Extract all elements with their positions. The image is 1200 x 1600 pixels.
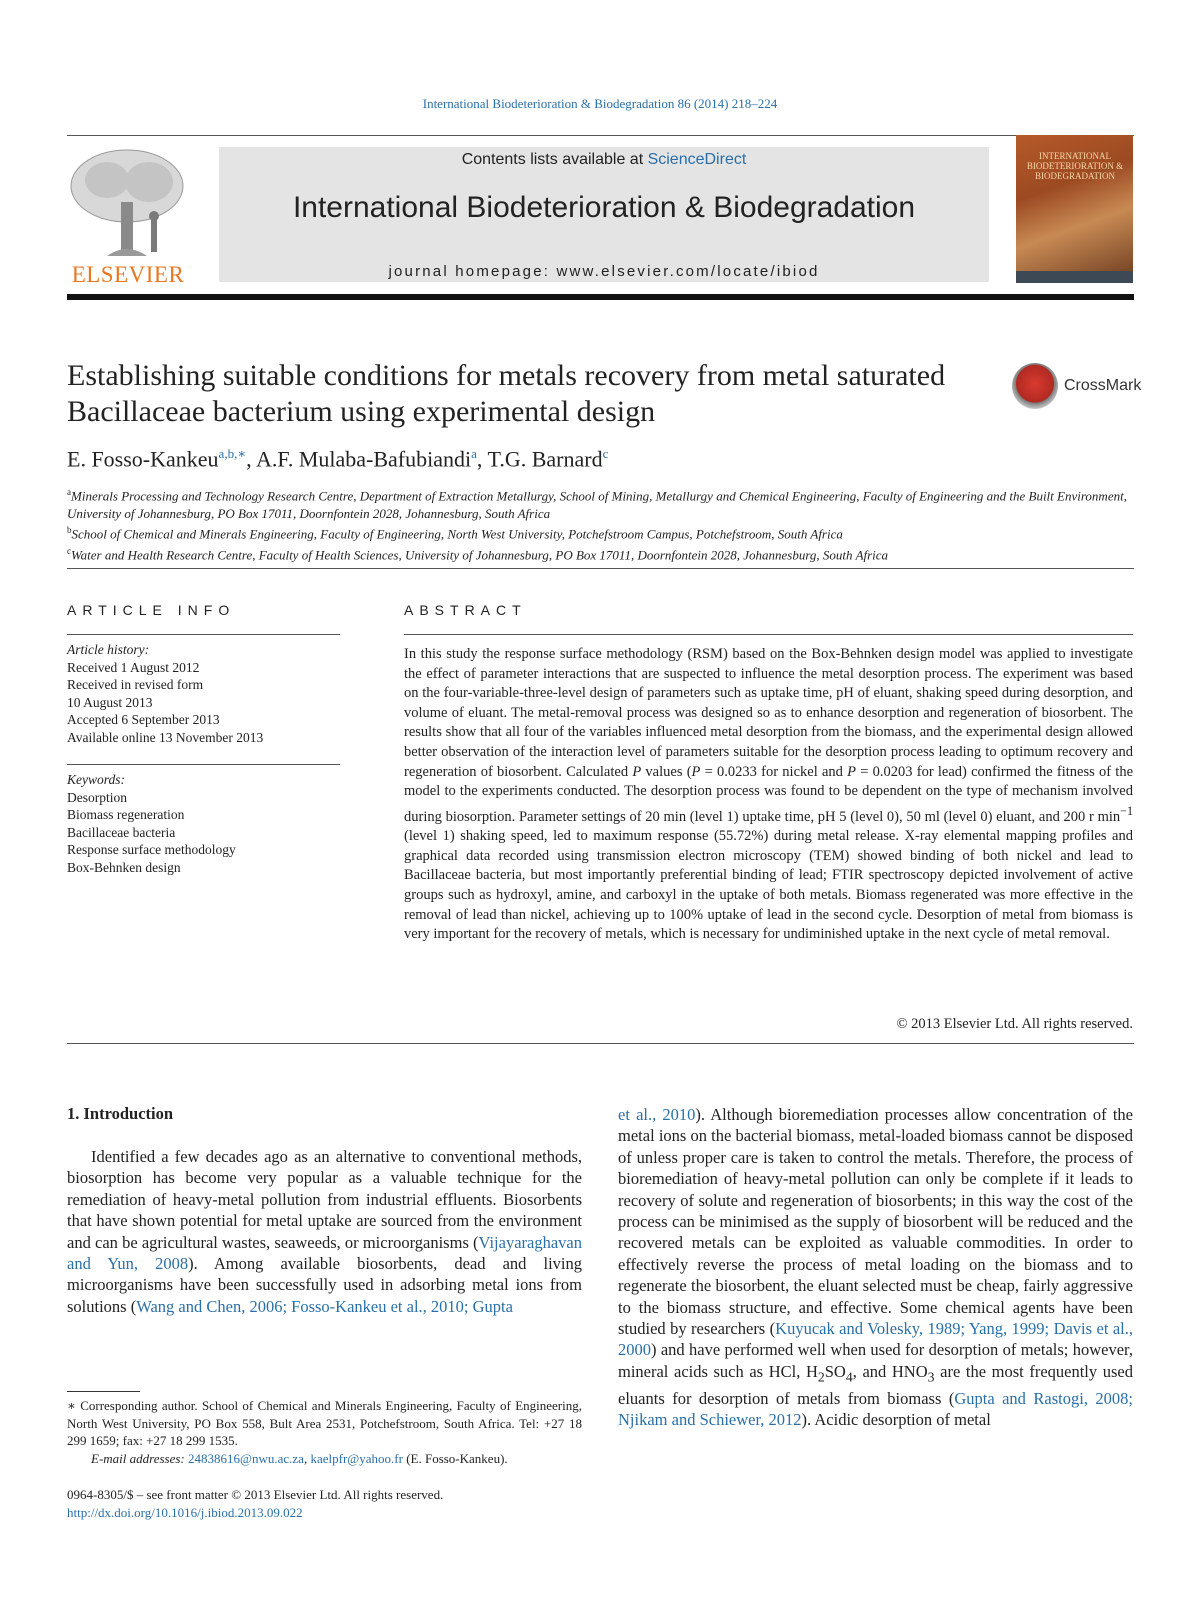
doi-link[interactable]: http://dx.doi.org/10.1016/j.ibiod.2013.09.022 [67, 1504, 303, 1520]
crossmark-icon [1012, 363, 1058, 409]
sciencedirect-link[interactable]: ScienceDirect [647, 151, 747, 168]
header-bottom-rule [67, 294, 1134, 300]
author-list: E. Fosso-Kankeu$^{a,b,∗}$, A.F. Mulaba-Bafubiandi$^a$, T.G. Barnard$^c$ [67, 446, 609, 472]
author-affil-sup[interactable]: a [471, 446, 477, 461]
keyword: Desorption [67, 789, 127, 805]
reference-link[interactable]: Vijayaraghavan and Yun, 2008 [67, 1232, 582, 1274]
corresponding-mark[interactable]: ∗ [237, 446, 247, 461]
affiliation-a [67, 484, 1137, 522]
header-top-rule [67, 135, 1134, 136]
section-heading-introduction: 1. Introduction [67, 1104, 174, 1123]
keyword: Response surface methodology [67, 842, 236, 857]
abstract-copyright: © 2013 Elsevier Ltd. All rights reserved. [896, 1016, 1133, 1032]
history-item: Received in revised form [67, 677, 204, 692]
elsevier-wordmark: ELSEVIER [71, 262, 185, 287]
article-info-heading: ARTICLE INFO [67, 602, 236, 618]
article-history [67, 641, 347, 746]
article-info-rule [67, 634, 340, 635]
keywords-label: Keywords: [67, 772, 125, 787]
body-column-left [67, 1146, 582, 1317]
abstract-bottom-rule [67, 1043, 1134, 1044]
footnote-rule [67, 1391, 140, 1392]
body-paragraph: et al., 2010). Although bioremediation processes allow concentration of the metal ions on the bacterial biomass, metal-loaded biomass cannot be disposed of unless proper care is taken to control the metals. Therefore, the process of bioremediation of heavy-metal pollution can only be complete if it leads to recovery of solute and regeneration of biosorbents; in this way the cost of the process can be minimised as the supply of biosorbent will be reduced and the recovered metals can be exploited as valuable commodities. In order to effectively reverse the process of metal loading on the biomass and to regenerate the biosorbent, the eluant selected must be cheap, fairly aggressive to the biomass structure, and effective. Some chemical agents have been studied by researchers (Kuyucak and Volesky, 1989; Yang, 1999; Davis et al., 2000) and have performed well when used for desorption of metals; however, mineral acids such as HCl, $H_2SO_4$, and $HNO_3$ are the most frequently used eluants for desorption of metals from biomass (Gupta and Rastogi, 2008; Njikam and Schiewer, 2012). Acidic desorption of metal [618, 1105, 1133, 1429]
author-affil-sup[interactable]: c [602, 446, 609, 461]
journal-homepage[interactable]: journal homepage: www.elsevier.com/locate/ibiod [388, 263, 820, 280]
crossmark-label: CrossMark [1064, 377, 1142, 394]
affil-text: Water and Health Research Centre, Faculty of Health Sciences, University of Johannesburg, PO Box 17011, Doornfontein 2028, Johannesburg, South Africa [71, 547, 889, 563]
history-item: Received 1 August 2012 [67, 659, 200, 675]
footnote-emails: E-mail addresses: 24838616@nwu.ac.za, kaelpfr@yahoo.fr (E. Fosso-Kankeu). [91, 1450, 508, 1466]
reference-link[interactable]: et al., 2010 [618, 1105, 696, 1124]
history-item: Available online 13 November 2013 [67, 729, 264, 745]
history-item: Accepted 6 September 2013 [67, 712, 220, 727]
front-matter [67, 1486, 667, 1521]
reference-link[interactable]: Gupta and Rastogi, 2008; Njikam and Schiewer, 2012 [618, 1388, 1133, 1429]
author-name: E. Fosso-Kankeu [67, 446, 219, 472]
affiliations [67, 484, 1137, 564]
abstract-heading: ABSTRACT [404, 602, 527, 618]
author-affil-sup[interactable]: a,b, [218, 446, 238, 461]
keywords [67, 771, 347, 876]
email-link[interactable]: kaelpfr@yahoo.fr [310, 1450, 403, 1466]
body-column-right [618, 1104, 1133, 1430]
corresponding-author-footnote [67, 1397, 582, 1467]
journal-banner [219, 147, 989, 282]
contents-prefix: Contents lists available at [461, 151, 648, 168]
history-label: Article history: [67, 642, 150, 657]
footnote-text: ∗ Corresponding author. School of Chemical and Minerals Engineering, Faculty of Engineering, North West University, PO Box 558, Bult Area 2531, Potchefstroom, South Africa. Tel: +27 18 299 1659; fax: +27 18 299 1535. [67, 1398, 582, 1448]
affil-text: School of Chemical and Minerals Engineering, Faculty of Engineering, North West University, Potchefstroom Campus, Potchefstroom, South Africa [71, 526, 843, 542]
affil-sup: c [67, 546, 71, 557]
journal-citation[interactable]: International Biodeterioration & Biodegradation 86 (2014) 218–224 [422, 96, 778, 111]
affil-sup: b [67, 525, 72, 536]
issn-line: 0964-8305/$ – see front matter © 2013 Elsevier Ltd. All rights reserved. [67, 1487, 444, 1502]
affiliations-rule [67, 568, 1134, 569]
author-name: T.G. Barnard [487, 446, 603, 472]
cover-title: INTERNATIONAL BIODETERIORATION & BIODEGRADATION [1026, 151, 1124, 181]
keyword: Box-Behnken design [67, 859, 181, 875]
crossmark-badge[interactable] [1012, 363, 1142, 411]
author-name: A.F. Mulaba-Bafubiandi [255, 446, 472, 472]
body-paragraph: Identified a few decades ago as an alternative to conventional methods, biosorption has become very popular as a valuable technique for the remediation of heavy-metal pollution from industrial effluents. Biosorbents that have shown potential for metal uptake are sourced from the environment and can be agricultural wastes, seaweeds, or microorganisms (Vijayaraghavan and Yun, 2008). Among available biosorbents, dead and living microorganisms have been successfully used in adsorbing metal ions from solutions (Wang and Chen, 2006; Fosso-Kankeu et al., 2010; Gupta [67, 1147, 582, 1316]
affiliation-b [67, 522, 1137, 543]
cover-strip [1016, 271, 1133, 283]
abstract-rule [404, 634, 1133, 635]
affil-sup: a [67, 487, 71, 497]
abstract-text: In this study the response surface methodology (RSM) based on the Box-Behnken design model was applied to investigate the effect of parameter interactions that are suspected to influence the metal desorption process. The experiment was based on the four-variable-three-level design of parameters such as uptake time, pH of eluant, shaking speed during desorption, and volume of eluant. The metal-removal process was designed so as to enhance desorption and regeneration of biosorbent. The results show that all four of the variables influenced metal desorption from the biomass, and the experimental design allowed better observation of the interaction level of parameters suitable for the desorption process leading to optimum recovery and regeneration of biosorbent. Calculated P values (P = 0.0233 for nickel and P = 0.0203 for lead) confirmed the fitness of the model to the experiments conducted. The desorption process was found to be dependent on the type of mechanism involved during biosorption. Parameter settings of 20 min (level 1) uptake time, pH 5 (level 0), 50 ml (level 0) eluant, and 200 r $\min^{-1}$ (level 1) shaking speed, led to maximum response (55.72%) during metal release. X-ray elemental mapping profiles and graphical data recorded using transmission electron microscopy (TEM) showed binding of both nickel and lead to Bacillaceae bacteria, but most importantly preferential binding of lead; FTIR spectroscopy depicted involvement of active groups such as hydroxyl, amine, and carboxyl in the uptake of both metals. Biomass regenerated was more effective in the removal of lead than nickel, achieving up to 100% uptake of lead in the second cycle. Desorption of metal from biomass is very important for the recovery of metals, which is necessary for undiminished uptake in the next cycle of metal removal. [404, 646, 1134, 943]
journal-name: International Biodeterioration & Biodegradation [292, 191, 916, 224]
keyword: Bacillaceae bacteria [67, 824, 176, 840]
contents-line [219, 151, 989, 169]
article-title: Establishing suitable conditions for metals recovery from metal saturated Bacillaceae bacterium using experimental design [67, 359, 946, 428]
reference-link[interactable]: Wang and Chen, 2006; Fosso-Kankeu et al., 2010; Gupta [136, 1296, 513, 1316]
email-link[interactable]: 24838616@nwu.ac.za [188, 1450, 304, 1466]
journal-cover-image [1016, 135, 1133, 283]
affiliation-c [67, 543, 1137, 564]
affil-text: Minerals Processing and Technology Research Centre, Department of Extraction Metallurgy, School of Mining, Metallurgy and Chemical Engineering, Faculty of Engineering and the Built Environment, University of Johannesburg, PO Box 17011, Doornfontein 2028, Johannesburg, South Africa [67, 488, 1127, 521]
reference-link[interactable]: Kuyucak and Volesky, 1989; Yang, 1999; Davis et al., 2000 [618, 1319, 1133, 1360]
keywords-rule [67, 764, 340, 765]
history-item: 10 August 2013 [67, 694, 153, 710]
keyword: Biomass regeneration [67, 807, 185, 822]
